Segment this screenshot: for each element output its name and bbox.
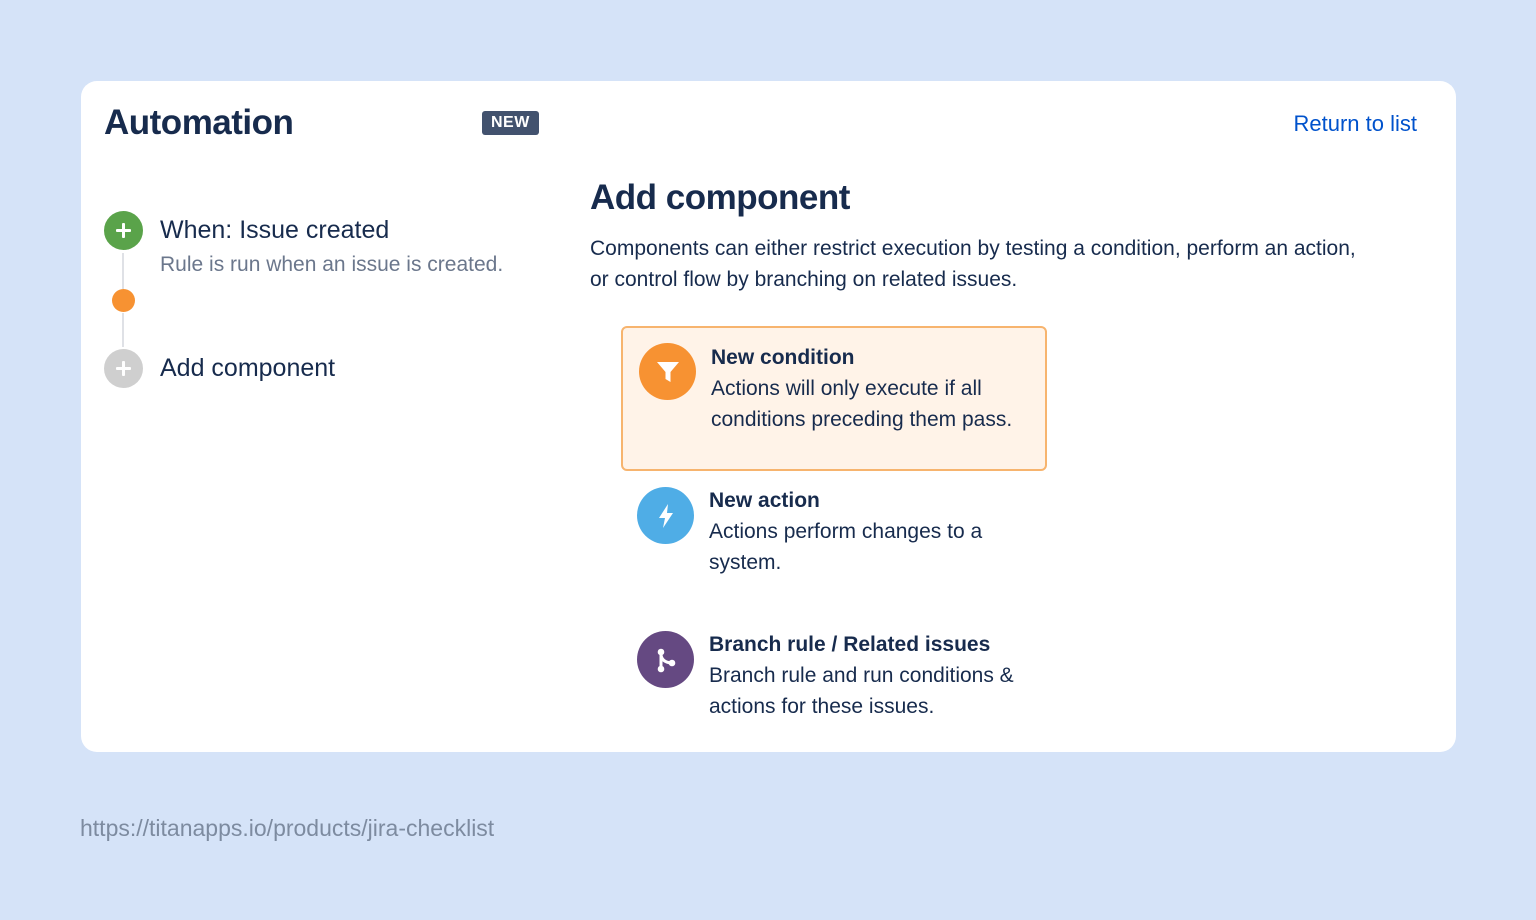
timeline-connector xyxy=(122,253,124,289)
option-description: Actions will only execute if all conditions preceding them pass. xyxy=(711,377,1013,431)
option-title: New condition xyxy=(711,346,855,369)
branch-icon xyxy=(637,631,694,688)
automation-card xyxy=(81,81,1456,752)
option-title: New action xyxy=(709,489,820,512)
trigger-step-icon[interactable] xyxy=(104,211,143,250)
timeline-connector xyxy=(122,313,124,347)
panel-description: Components can either restrict execution by testing a condition, perform an action, or control flow by branching on related issues. xyxy=(590,237,1356,291)
current-step-marker xyxy=(112,289,135,312)
new-badge: NEW xyxy=(482,111,539,135)
add-component-step[interactable]: Add component xyxy=(160,354,336,382)
trigger-description: Rule is run when an issue is created. xyxy=(160,253,504,276)
source-url: https://titanapps.io/products/jira-checklist xyxy=(80,815,495,841)
add-step-icon[interactable] xyxy=(104,349,143,388)
option-title: Branch rule / Related issues xyxy=(709,633,991,656)
new-condition-option[interactable] xyxy=(621,326,1047,471)
branch-rule-option[interactable] xyxy=(621,617,1047,727)
filter-icon xyxy=(639,343,696,400)
return-to-list-link[interactable]: Return to list xyxy=(1293,111,1417,136)
plus-icon xyxy=(115,360,132,377)
panel-title: Add component xyxy=(590,178,850,217)
plus-icon xyxy=(115,222,132,239)
page-title: Automation xyxy=(104,103,294,142)
option-description: Actions perform changes to a system. xyxy=(709,520,983,574)
lightning-icon xyxy=(637,487,694,544)
new-action-option[interactable] xyxy=(621,473,1047,583)
trigger-title[interactable]: When: Issue created xyxy=(160,216,390,244)
option-description: Branch rule and run conditions & actions for these issues. xyxy=(709,664,1014,718)
